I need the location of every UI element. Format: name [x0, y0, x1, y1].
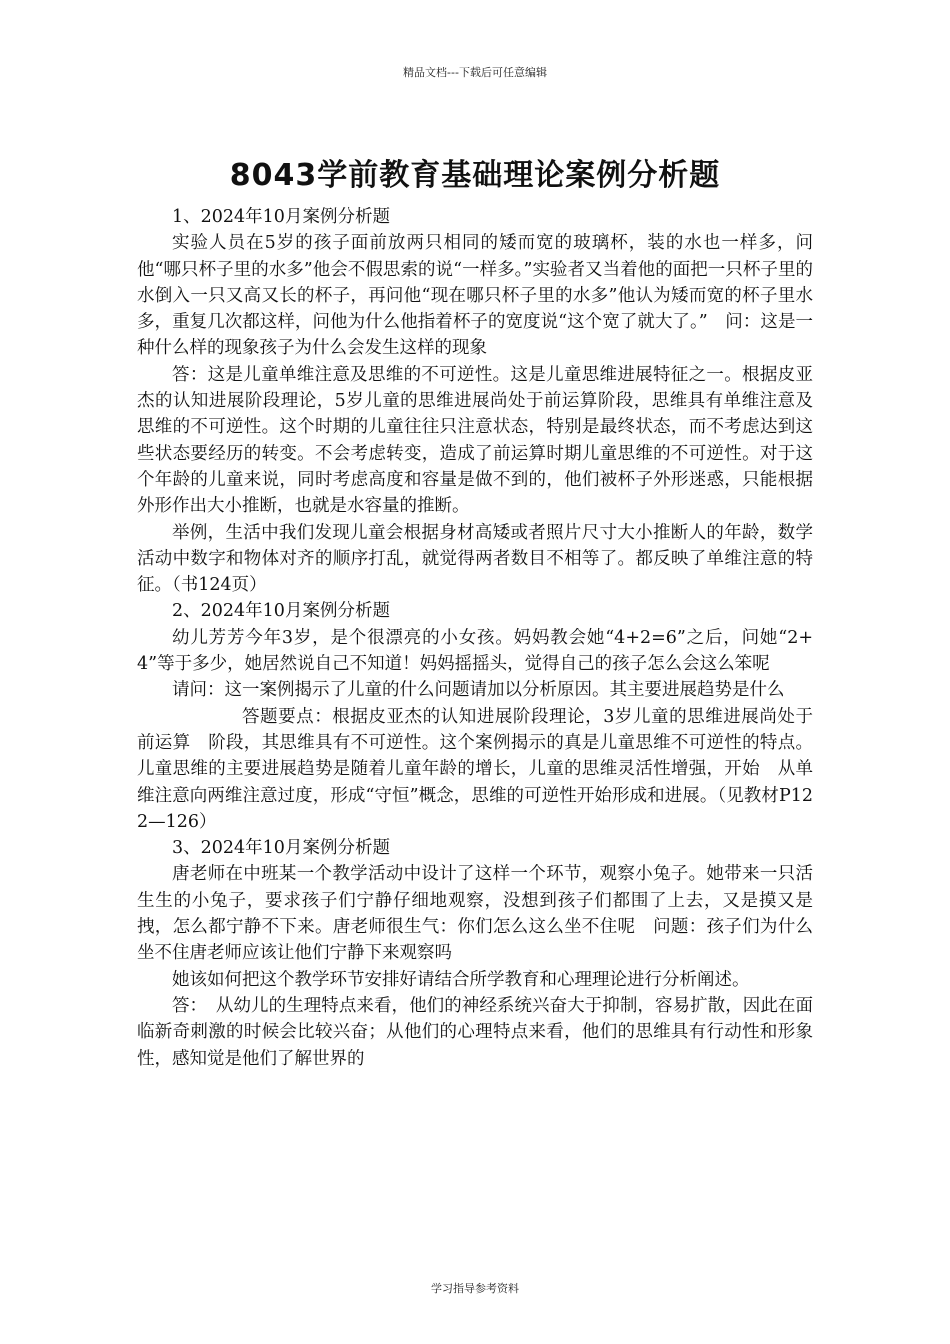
case-text-2: 幼儿芳芳今年3岁，是个很漂亮的小女孩。妈妈教会她“4+2=6”之后，问她“2+4”等于多少，她居然说自己不知道！妈妈摇摇头，觉得自己的孩子怎么会这么笨呢: [137, 627, 813, 675]
answer-1: 答：这是儿童单维注意及思维的不可逆性。这是儿童思维进展特征之一。根据皮亚杰的认知进展阶段理论，5岁儿童的思维进展尚处于前运算阶段，思维具有单维注意及思维的不可逆性。这个时期的儿童往往只注意状态，特别是最终状态，而不考虑达到这些状态要经历的转变。不会考虑转变，造成了前运算时期儿童思维的不可逆性。对于这个年龄的儿童来说，同时考虑高度和容量是做不到的，他们被杯子外形迷惑，只能根据外形作出大小推断，也就是水容量的推断。: [137, 364, 813, 517]
answer-2: 答题要点：根据皮亚杰的认知进展阶段理论，3岁儿童的思维进展尚处于前运算 阶段，其思维具有不可逆性。这个案例揭示的真是儿童思维不可逆性的特点。儿童思维的主要进展趋势是随着儿童年龄的增长，儿童的思维灵活性增强，开始 从单维注意向两维注意过度，形成“守恒”概念，思维的可逆性开始形成和进展。（见教材P122—126）: [137, 706, 813, 832]
answer-3: 答： 从幼儿的生理特点来看，他们的神经系统兴奋大于抑制，容易扩散，因此在面临新奇刺激的时候会比较兴奋；从他们的心理特点来看，他们的思维具有行动性和形象性，感知觉是他们了解世界的: [137, 995, 813, 1069]
case-text-1: 实验人员在5岁的孩子面前放两只相同的矮而宽的玻璃杯，装的水也一样多，问他“哪只杯子里的水多”他会不假思索的说“一样多。”实验者又当着他的面把一只杯子里的水倒入一只又高又长的杯子，再问他“现在哪只杯子里的水多”他认为矮而宽的杯子里水多，重复几次都这样，问他为什么他指着杯子的宽度说“这个宽了就大了。” 问：这是一种什么样的现象孩子为什么会发生这样的现象: [137, 233, 813, 359]
section-heading-1: 1、2024年10月案例分析题: [172, 207, 390, 227]
example-1: 举例，生活中我们发现儿童会根据身材高矮或者照片尺寸大小推断人的年龄，数学活动中数字和物体对齐的顺序打乱，就觉得两者数目不相等了。都反映了单维注意的特征。（书124页）: [137, 522, 813, 596]
page-footer: 学习指导参考资料: [431, 1282, 519, 1295]
section-heading-2: 2、2024年10月案例分析题: [172, 601, 390, 622]
document-body: [137, 148, 813, 1072]
section-heading-3: 3、2024年10月案例分析题: [172, 838, 390, 859]
page-header: 精品文档---下载后可任意编辑: [403, 66, 547, 79]
question-2: 请问：这一案例揭示了儿童的什么问题请加以分析原因。其主要进展趋势是什么: [172, 680, 785, 701]
document-title: 8043学前教育基础理论案例分析题: [229, 158, 721, 193]
case-text-3: 唐老师在中班某一个教学活动中设计了这样一个环节，观察小兔子。她带来一只活生生的小兔子，要求孩子们宁静仔细地观察，没想到孩子们都围了上去，又是摸又是拽，怎么都宁静不下来。唐老师很生气：你们怎么这么坐不住呢 问题：孩子们为什么坐不住唐老师应该让他们宁静下来观察吗: [137, 864, 813, 964]
question-3: 她该如何把这个教学环节安排好请结合所学教育和心理理论进行分析阐述。: [172, 969, 750, 990]
